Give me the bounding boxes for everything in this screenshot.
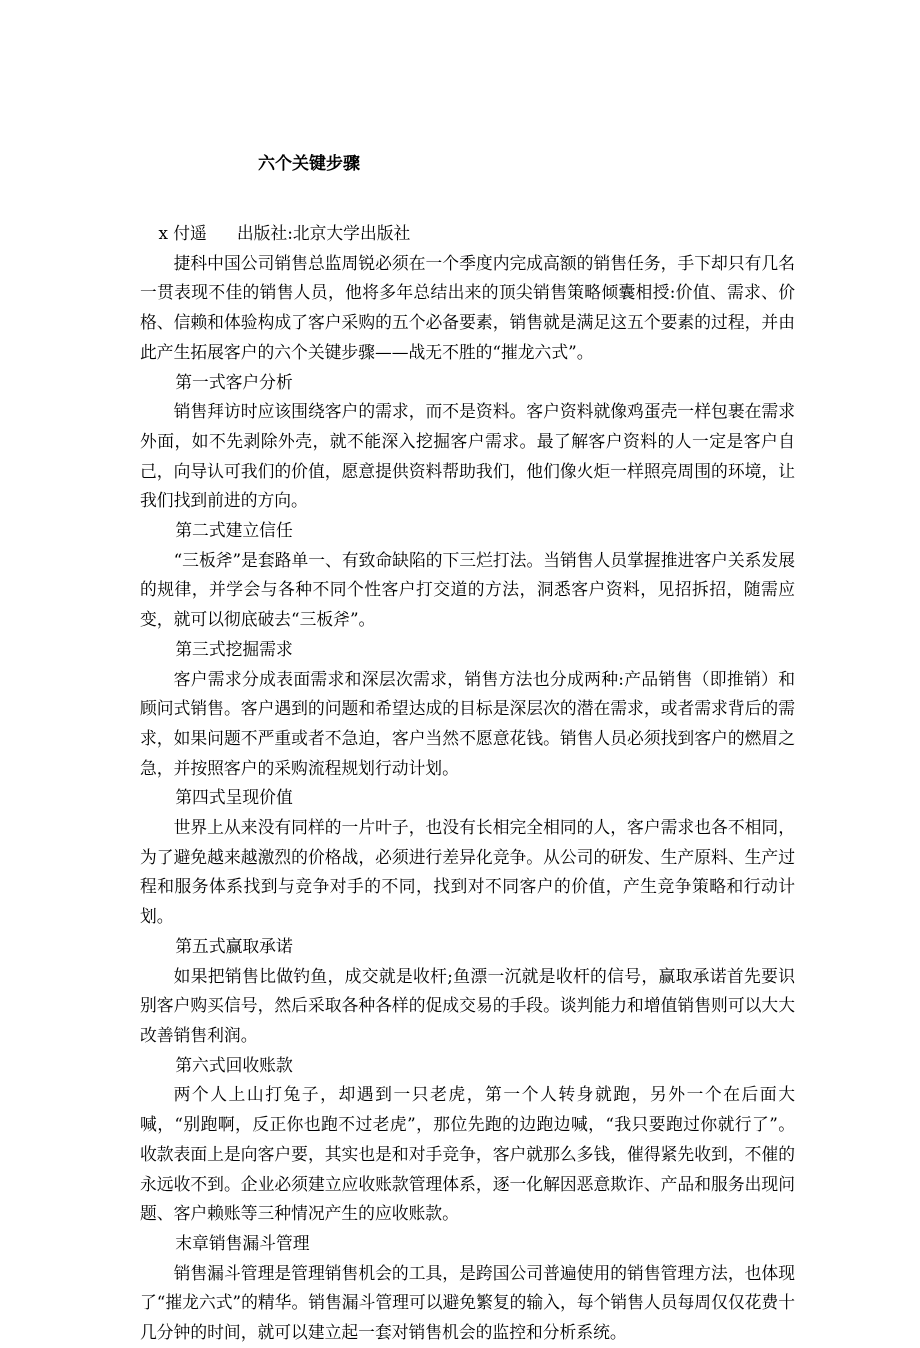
section-heading-6: 第六式回收账款: [175, 1054, 293, 1075]
section-heading-final: 末章销售漏斗管理: [175, 1232, 310, 1253]
document-title: 六个关键步骤: [258, 154, 360, 174]
intro-paragraph: 捷科中国公司销售总监周锐必须在一个季度内完成高额的销售任务，手下却只有几名一贯表现不佳的销售人员，他将多年总结出来的顶尖销售策略倾囊相授:价值、需求、价格、信赖和体验构成了客户采购的五个必备要素，销售就是满足这五个要素的过程，并由此产生拓展客户的六个关键步骤——战无不胜的“摧龙六式”。: [140, 252, 795, 362]
section-heading-4: 第四式呈现价值: [175, 787, 293, 808]
author: x 付遥: [158, 223, 207, 243]
section-paragraph-5: 如果把销售比做钓鱼，成交就是收杆;鱼漂一沉就是收杆的信号，赢取承诺首先要识别客户购买信号，然后采取各种各样的促成交易的手段。谈判能力和增值销售则可以大大改善销售利润。: [140, 965, 795, 1045]
section-paragraph-6: 两个人上山打兔子，却遇到一只老虎，第一个人转身就跑，另外一个在后面大喊，“别跑啊，反正你也跑不过老虎”，那位先跑的边跑边喊，“我只要跑过你就行了”。收款表面上是向客户要，其实也是和对手竞争，客户就那么多钱，催得紧先收到，不催的永远收不到。企业必须建立应收账款管理体系，逐一化解因恶意欺诈、产品和服务出现问题、客户赖账等三种情况产生的应收账款。: [140, 1084, 795, 1224]
section-paragraph-1: 销售拜访时应该围绕客户的需求，而不是资料。客户资料就像鸡蛋壳一样包裹在需求外面，如不先剥除外壳，就不能深入挖掘客户需求。最了解客户资料的人一定是客户自己，向导认可我们的价值，愿意提供资料帮助我们，他们像火炬一样照亮周围的环境，让我们找到前进的方向。: [140, 401, 795, 511]
section-heading-3: 第三式挖掘需求: [175, 638, 293, 659]
section-paragraph-4: 世界上从来没有同样的一片叶子，也没有长相完全相同的人，客户需求也各不相同，为了避免越来越激烈的价格战，必须进行差异化竞争。从公司的研发、生产原料、生产过程和服务体系找到与竞争对手的不同，找到对不同客户的价值，产生竞争策略和行动计划。: [140, 817, 795, 927]
section-heading-2: 第二式建立信任: [175, 520, 293, 541]
document-body: [140, 219, 795, 1348]
section-paragraph-3: 客户需求分成表面需求和深层次需求，销售方法也分成两种:产品销售（即推销）和顾问式销售。客户遇到的问题和希望达成的目标是深层次的潜在需求，或者需求背后的需求，如果问题不严重或者不急迫，客户当然不愿意花钱。销售人员必须找到客户的燃眉之急，并按照客户的采购流程规划行动计划。: [140, 668, 795, 778]
section-paragraph-final: 销售漏斗管理是管理销售机会的工具，是跨国公司普遍使用的销售管理方法，也体现了“摧龙六式”的精华。销售漏斗管理可以避免繁复的输入，每个销售人员每周仅仅花费十几分钟的时间，就可以建立起一套对销售机会的监控和分析系统。: [140, 1262, 795, 1343]
publisher: 出版社:北京大学出版社: [236, 223, 411, 243]
section-heading-1: 第一式客户分析: [175, 371, 293, 392]
byline: [140, 219, 795, 249]
section-heading-5: 第五式赢取承诺: [175, 935, 293, 956]
section-paragraph-2: “三板斧”是套路单一、有致命缺陷的下三烂打法。当销售人员掌握推进客户关系发展的规律，并学会与各种不同个性客户打交道的方法，洞悉客户资料，见招拆招，随需应变，就可以彻底破去“三板斧”。: [140, 549, 795, 630]
